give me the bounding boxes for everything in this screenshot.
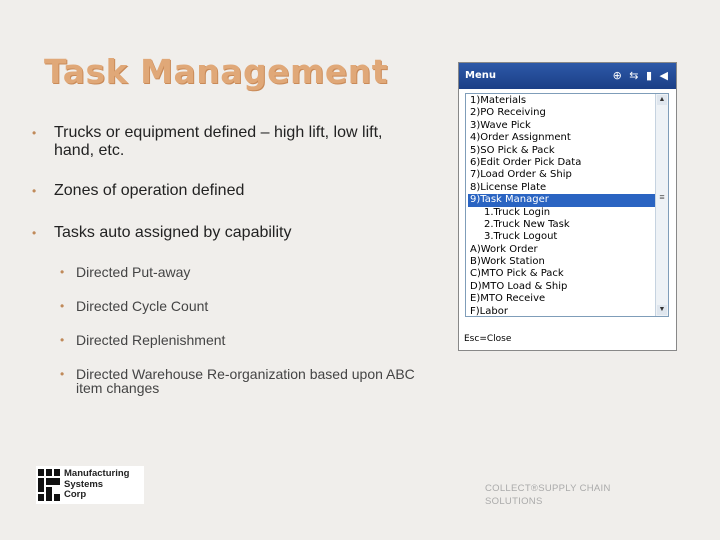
footer-text: COLLECT®SUPPLY CHAIN SOLUTIONS — [485, 483, 611, 507]
menu-item[interactable]: E)MTO Receive — [470, 293, 546, 305]
device-screenshot — [458, 62, 677, 351]
menu-item[interactable]: D)MTO Load & Ship — [470, 280, 568, 292]
menu-item[interactable]: C)MTO Pick & Pack — [470, 268, 564, 280]
sub-bullet-text: Directed Replenishment — [76, 332, 226, 348]
menu-item[interactable]: B)Work Station — [470, 256, 545, 268]
bullet-dot: • — [32, 226, 37, 240]
menu-item[interactable]: 4)Order Assignment — [470, 132, 571, 144]
menu-item[interactable]: 6)Edit Order Pick Data — [470, 156, 582, 168]
sub-bullet-text: Directed Cycle Count — [76, 298, 209, 314]
bullet-dot: • — [60, 333, 65, 347]
status-icons: ⊕ ⇆ ▮ ◀ — [612, 69, 670, 82]
bullet-dot: • — [60, 299, 65, 313]
menu-scrollbar[interactable] — [655, 94, 668, 316]
device-menu-title: Menu — [465, 70, 496, 81]
menu-item[interactable]: 9)Task Manager — [468, 194, 656, 206]
sub-bullet-text: Directed Put-away — [76, 264, 191, 280]
bullet-dot: • — [60, 265, 65, 279]
sub-bullet-text: Directed Warehouse Re-organization based upon ABC item changes — [76, 366, 415, 396]
device-title-bar — [459, 63, 676, 89]
menu-item[interactable]: 3)Wave Pick — [470, 119, 531, 131]
scroll-thumb[interactable]: ≡ — [659, 192, 665, 202]
menu-item[interactable]: 8)License Plate — [470, 181, 547, 193]
bullet-text: Zones of operation defined — [54, 182, 245, 199]
bullet-dot: • — [60, 367, 65, 381]
menu-item[interactable]: 7)Load Order & Ship — [470, 169, 572, 181]
scroll-down-icon[interactable]: ▼ — [658, 306, 666, 313]
esc-close-softkey[interactable]: Esc=Close — [464, 334, 512, 344]
menu-item[interactable]: 3.Truck Logout — [484, 231, 558, 243]
company-logo — [36, 466, 144, 504]
bullet-text: Trucks or equipment defined – high lift, low lift, hand, etc. — [54, 124, 383, 159]
bullet-text: Tasks auto assigned by capability — [54, 224, 292, 241]
slide-title: Task Management — [44, 52, 389, 91]
menu-item[interactable]: 2)PO Receiving — [470, 107, 546, 119]
menu-item[interactable]: F)Labor — [470, 305, 508, 317]
logo-mark — [38, 469, 62, 501]
menu-list — [468, 95, 656, 317]
menu-item[interactable]: A)Work Order — [470, 243, 538, 255]
menu-listbox[interactable] — [465, 93, 669, 317]
bullet-dot: • — [32, 184, 37, 198]
bullet-dot: • — [32, 126, 37, 140]
scroll-up-icon[interactable]: ▲ — [658, 96, 666, 103]
logo-text: Manufacturing Systems Corp — [64, 468, 130, 500]
menu-item[interactable]: 1)Materials — [470, 95, 527, 106]
menu-item[interactable]: 5)SO Pick & Pack — [470, 144, 555, 156]
menu-item[interactable]: 1.Truck Login — [484, 206, 551, 218]
menu-item[interactable]: 2.Truck New Task — [484, 218, 570, 230]
